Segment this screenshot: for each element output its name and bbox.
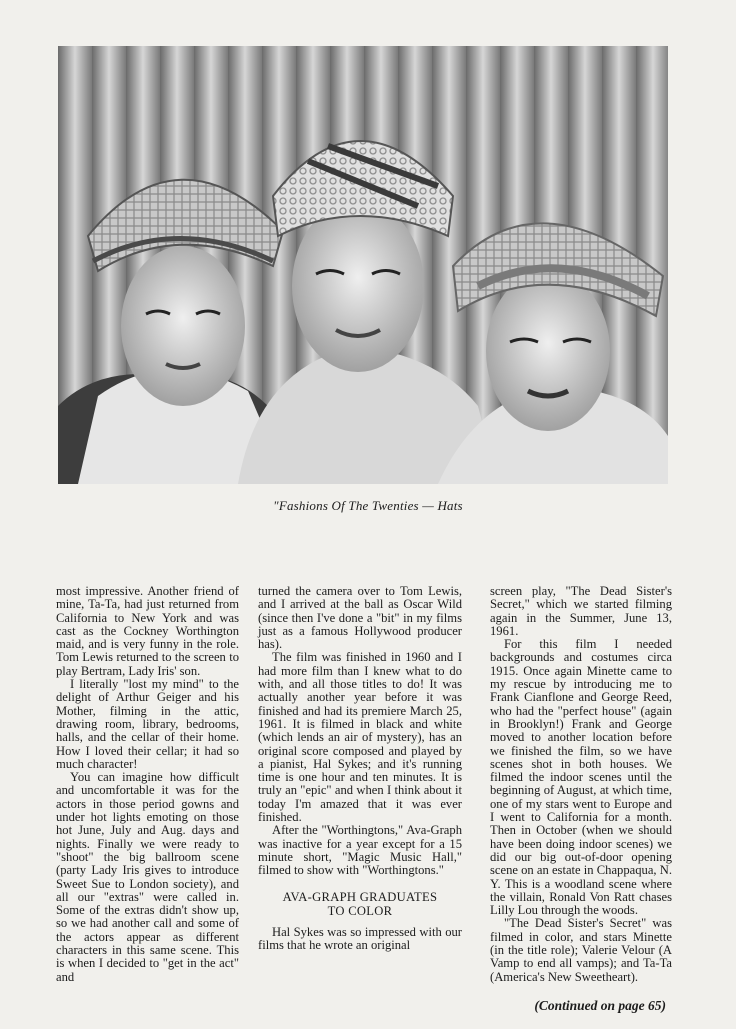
paragraph: For this film I needed backgrounds and costumes circa 1915. Once again Minette came to my rescue by introducing me to Frank Cianflone and George Reed, who had the "perfect house" (again in Brooklyn!) Frank and George moved to another location before we finished the film, so we have scenes shot in both houses. We filmed the indoor scenes until the beginning of August, at which time, one of my stars went to Europe and I went to California for a month. Then in October (when we should have been doing indoor scenes) we did our big out-of-door opening scene on an estate in Chappaqua, N. Y. This is a woodland scene where the villain, Ronald Von Ratt chases Lilly Lou through the woods. (490, 637, 672, 918)
paragraph: I literally "lost my mind" to the delight of Arthur Geiger and his Mother, filming in the attic, drawing room, library, bedrooms, halls, and the cellar of their home. How I loved their cellar; it had so much character! (56, 677, 239, 771)
paragraph: screen play, "The Dead Sister's Secret," which we started filming again in the Summer, June 13, 1961. (490, 584, 672, 638)
paragraph: turned the camera over to Tom Lewis, and I arrived at the ball as Oscar Wild (since then I've done a "bit" in my films just as a famous Hollywood producer has). (258, 584, 462, 652)
section-heading-line: AVA-GRAPH GRADUATES (282, 889, 438, 904)
paragraph: Hal Sykes was so impressed with our films that he wrote an original (258, 924, 462, 952)
text-column-1 (56, 585, 239, 984)
paragraph: "The Dead Sister's Secret" was filmed in color, and stars Minette (in the title role); Valerie Velour (A Vamp to end all vamps); and Ta-Ta (America's New Sweetheart). (490, 916, 672, 984)
paragraph: The film was finished in 1960 and I had more film than I knew what to do with, and all those titles to do! It was actually another year before it was finished and had its premiere March 25, 1961. It is filmed in black and white (which lends an air of mystery), has an original score composed and played by a pianist, Hal Sykes; and it's running time is one hour and ten minutes. It is truly an "epic" and when I think about it today I'm amazed that it was ever finished. (258, 650, 462, 825)
paragraph: You can imagine how difficult and uncomfortable it was for the actors in those period gowns and under hot lights emoting on those hot June, July and Aug. days and nights. Finally we were ready to "shoot" the big ballroom scene (party Lady Iris gives to introduce Sweet Sue to London society), and all our "extras" were called in. Some of the extras didn't show up, so we had another call and some of the actors appear as different characters in this same scene. This is when I decided to "get in the act" and (56, 770, 239, 984)
text-column-3 (490, 585, 672, 984)
paragraph: After the "Worthingtons," Ava-Graph was inactive for a year except for a 15 minute short, "Magic Music Hall," filmed to show with "Worthingtons." (258, 823, 462, 878)
paragraph: most impressive. Another friend of mine, Ta-Ta, had just returned from California to New York and was cast as the Cockney Worthington maid, and is very funny in the role. Tom Lewis returned to the screen to play Bertram, Lady Iris' son. (56, 584, 239, 678)
photo-three-women-in-hats (58, 46, 668, 484)
section-heading (258, 890, 462, 918)
text-column-2 (258, 585, 462, 952)
continued-on-page-note: (Continued on page 65) (534, 998, 666, 1013)
photo-caption: "Fashions Of The Twenties — Hats (273, 498, 463, 513)
section-heading-line: TO COLOR (327, 903, 393, 918)
